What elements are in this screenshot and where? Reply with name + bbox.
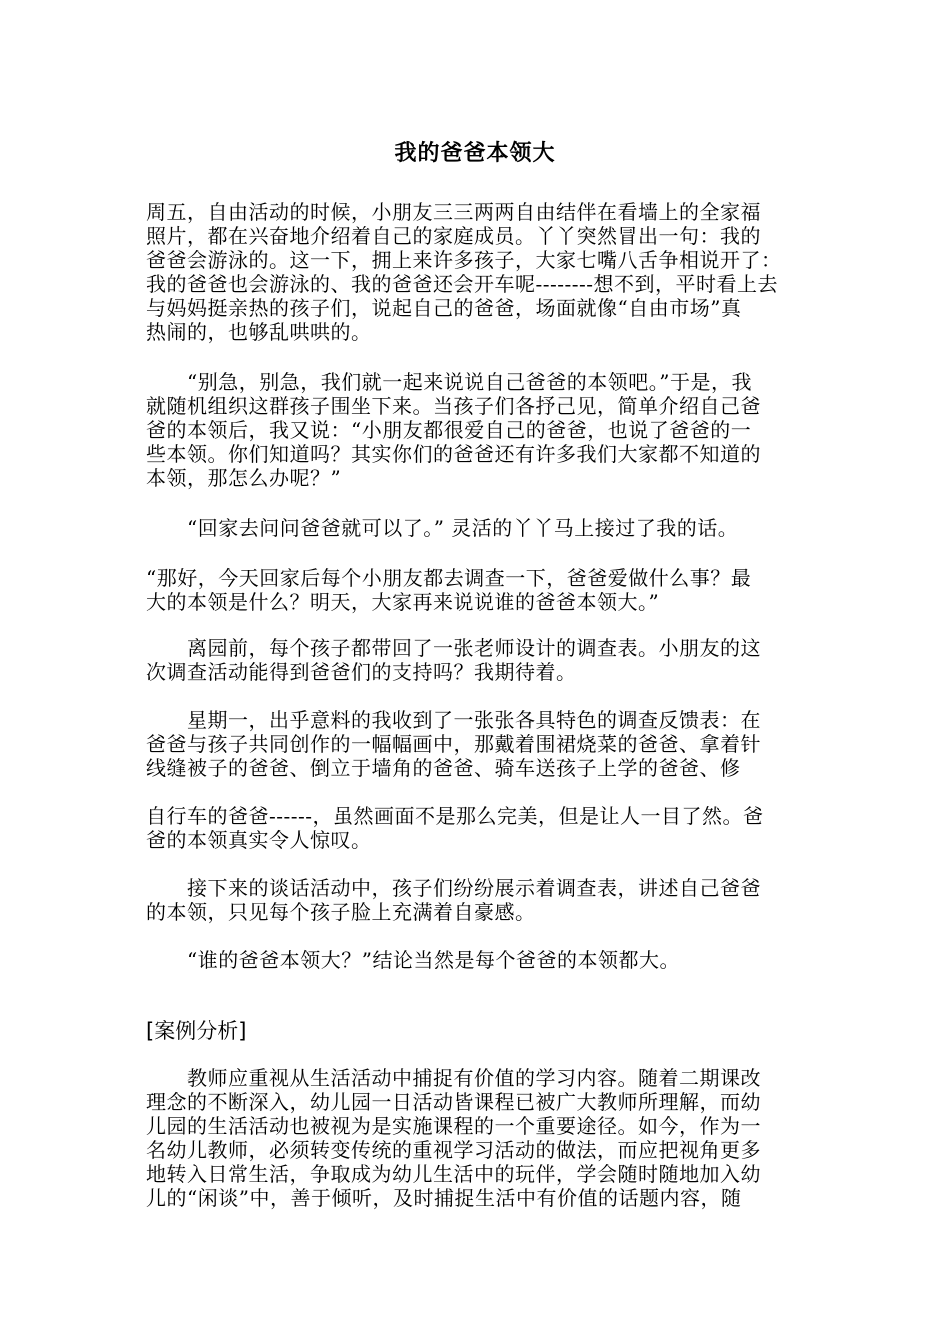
paragraph-line: 本领，那怎么办呢？” (146, 466, 342, 490)
paragraph-line: 大的本领是什么？明天，大家再来说说谁的爸爸本领大。” (146, 590, 660, 614)
paragraph-line: 照片，都在兴奋地介绍着自己的家庭成员。丫丫突然冒出一句：我的 (146, 224, 761, 248)
paragraph-line: 名幼儿教师，必须转变传统的重视学习活动的做法，而应把视角更多 (146, 1138, 761, 1162)
paragraph-line: 爸爸与孩子共同创作的一幅幅画中，那戴着围裙烧菜的爸爸、拿着针 (146, 732, 761, 756)
paragraph-line: 儿的“闲谈”中，善于倾听，及时捕捉生活中有价值的话题内容，随 (146, 1186, 742, 1210)
paragraph-line: 地转入日常生活，争取成为幼儿生活中的玩伴，学会随时随地加入幼 (146, 1162, 761, 1186)
paragraph-line: “谁的爸爸本领大？”结论当然是每个爸爸的本领都大。 (146, 948, 680, 972)
paragraph-line: 些本领。你们知道吗？其实你们的爸爸还有许多我们大家都不知道的 (146, 442, 761, 466)
paragraph-line: 线缝被子的爸爸、倒立于墙角的爸爸、骑车送孩子上学的爸爸、修 (146, 756, 741, 780)
paragraph-line: “那好，今天回家后每个小朋友都去调查一下，爸爸爱做什么事？最 (146, 566, 752, 590)
paragraph-line: 接下来的谈话活动中，孩子们纷纷展示着调查表，讲述自己爸爸 (146, 876, 761, 900)
paragraph-line: 次调查活动能得到爸爸们的支持吗？我期待着。 (146, 660, 577, 684)
paragraph-line: 爸的本领后，我又说：“小朋友都很爱自己的爸爸，也说了爸爸的一 (146, 418, 752, 442)
paragraph-line: 周五，自由活动的时候，小朋友三三两两自由结伴在看墙上的全家福 (146, 200, 761, 224)
paragraph-line: 儿园的生活活动也被视为是实施课程的一个重要途径。如今，作为一 (146, 1114, 761, 1138)
section-heading: [案例分析] (146, 1019, 247, 1043)
paragraph-line: “回家去问问爸爸就可以了。” 灵活的丫丫马上接过了我的话。 (146, 516, 739, 540)
paragraph-line: 理念的不断深入，幼儿园一日活动皆课程已被广大教师所理解，而幼 (146, 1090, 761, 1114)
paragraph-line: 我的爸爸也会游泳的、我的爸爸还会开车呢--------想不到，平时看上去 (146, 272, 779, 296)
paragraph-line: 与妈妈挺亲热的孩子们，说起自己的爸爸，场面就像“自由市场”真 (146, 296, 742, 320)
paragraph-line: 爸的本领真实令人惊叹。 (146, 828, 372, 852)
paragraph-line: 热闹的，也够乱哄哄的。 (146, 320, 372, 344)
paragraph-line: 星期一，出乎意料的我收到了一张张各具特色的调查反馈表：在 (146, 708, 761, 732)
paragraph-line: 爸爸会游泳的。这一下，拥上来许多孩子，大家七嘴八舌争相说开了： (146, 248, 782, 272)
paragraph-line: 自行车的爸爸------，虽然画面不是那么完美，但是让人一目了然。爸 (146, 804, 764, 828)
paragraph-line: 离园前，每个孩子都带回了一张老师设计的调查表。小朋友的这 (146, 636, 761, 660)
document-title: 我的爸爸本领大 (394, 141, 556, 166)
paragraph-line: 的本领，只见每个孩子脸上充满着自豪感。 (146, 900, 536, 924)
paragraph-line: “别急，别急，我们就一起来说说自己爸爸的本领吧。”于是，我 (146, 370, 752, 394)
paragraph-line: 教师应重视从生活活动中捕捉有价值的学习内容。随着二期课改 (146, 1066, 761, 1090)
paragraph-line: 就随机组织这群孩子围坐下来。当孩子们各抒己见，简单介绍自己爸 (146, 394, 761, 418)
